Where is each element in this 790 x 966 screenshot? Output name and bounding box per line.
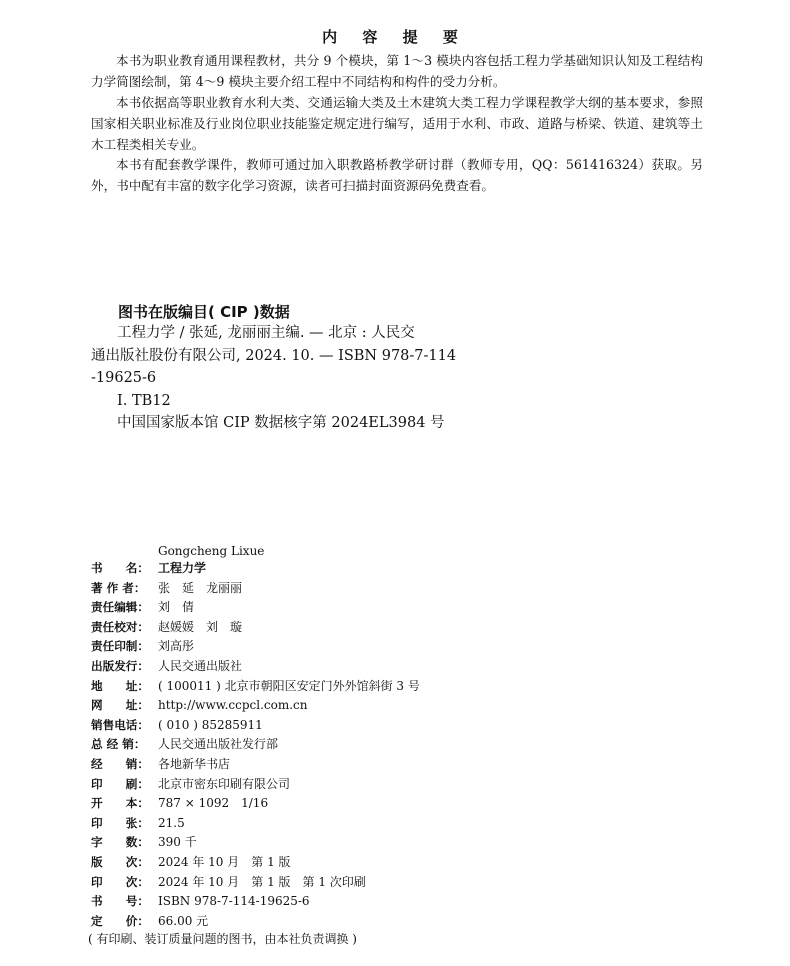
- info-label: 版 次：: [91, 854, 149, 869]
- cip-line-publisher: 通出版社股份有限公司, 2024. 10. — ISBN 978-7-114: [91, 347, 457, 364]
- info-value: 21.5: [158, 815, 185, 830]
- cip-line-isbn-tail: -19625-6: [91, 370, 157, 386]
- info-value: 2024 年 10 月 第 1 版 第 1 次印刷: [158, 874, 366, 889]
- info-row-printer: [91, 775, 420, 795]
- info-row-price: [91, 912, 420, 932]
- info-row-title: [91, 559, 420, 579]
- info-row-format: [91, 794, 420, 814]
- info-value: 2024 年 10 月 第 1 版: [158, 854, 291, 869]
- cip-line-record-number: 中国国家版本馆 CIP 数据核字第 2024EL3984 号: [117, 415, 445, 431]
- info-row-editor: [91, 598, 420, 618]
- summary-paragraph-1: 本书为职业教育通用课程教材，共分 9 个模块，第 1～3 模块内容包括工程力学基础知识认知及工程结构力学简图绘制，第 4～9 模块主要介绍工程中不同结构和构件的受力分析。: [91, 53, 703, 89]
- info-value: 人民交通出版社: [158, 658, 243, 673]
- cip-line-title: 工程力学 / 张延, 龙丽丽主编. — 北京 : 人民交: [117, 325, 415, 341]
- info-value: 人民交通出版社发行部: [158, 737, 279, 752]
- info-label: 出版发行：: [91, 658, 149, 673]
- info-label: 地 址：: [91, 678, 149, 693]
- info-label: 著 作 者：: [91, 580, 146, 595]
- info-row-general-distributor: [91, 735, 420, 755]
- info-label: 网 址：: [91, 698, 149, 713]
- info-label: 定 价：: [91, 913, 149, 928]
- info-label: 开 本：: [91, 796, 149, 811]
- info-row-proofreader: [91, 618, 420, 638]
- info-label: 责任编辑：: [91, 600, 149, 615]
- info-value: 刘 倩: [158, 600, 195, 615]
- info-value: ISBN 978-7-114-19625-6: [158, 894, 310, 909]
- info-label: 书 号：: [91, 894, 149, 909]
- info-row-author: [91, 579, 420, 599]
- info-row-sheets: [91, 814, 420, 834]
- info-value: 390 千: [158, 835, 197, 850]
- info-label: 书 名：: [91, 561, 149, 575]
- cip-heading: 图书在版编目( CIP )数据: [118, 303, 290, 321]
- info-value: 北京市密东印刷有限公司: [158, 776, 291, 791]
- info-label: 印 次：: [91, 874, 149, 889]
- info-row-address: [91, 677, 420, 697]
- summary-paragraph-2: 本书依据高等职业教育水利大类、交通运输大类及土木建筑大类工程力学课程教学大纲的基本要求，参照国家相关职业标准及行业岗位职业技能鉴定规定进行编写，适用于水利、市政、道路与桥梁、铁道、建筑等土木工程类相关专业。: [91, 95, 703, 152]
- info-value: 787 × 1092 1/16: [158, 796, 269, 811]
- info-value: 各地新华书店: [158, 756, 231, 771]
- info-row-printing: [91, 873, 420, 893]
- book-info-list: [91, 559, 420, 931]
- info-row-publisher: [91, 657, 420, 677]
- info-label: 销售电话：: [91, 717, 149, 732]
- info-value: 工程力学: [158, 561, 207, 575]
- info-value: 赵媛媛 刘 璇: [158, 619, 243, 634]
- info-value: 66.00 元: [158, 913, 209, 928]
- title-pinyin: Gongcheng Lixue: [158, 544, 265, 558]
- info-value: 张 延 龙丽丽: [158, 580, 243, 595]
- summary-title: 内 容 提 要: [322, 28, 468, 46]
- info-label: 经 销：: [91, 756, 149, 771]
- info-value: ( 100011 ) 北京市朝阳区安定门外外馆斜街 3 号: [158, 678, 420, 693]
- info-value: http://www.ccpcl.com.cn: [158, 698, 308, 713]
- info-label: 总 经 销：: [91, 737, 146, 752]
- info-value: ( 010 ) 85285911: [158, 717, 263, 732]
- info-row-isbn: [91, 892, 420, 912]
- info-label: 字 数：: [91, 835, 149, 850]
- info-label: 责任印制：: [91, 639, 149, 654]
- info-label: 印 张：: [91, 815, 149, 830]
- info-label: 印 刷：: [91, 776, 149, 791]
- info-row-word-count: [91, 833, 420, 853]
- info-row-edition: [91, 853, 420, 873]
- info-row-print-supervisor: [91, 637, 420, 657]
- info-label: 责任校对：: [91, 619, 149, 634]
- info-row-website: [91, 696, 420, 716]
- quality-footnote: ( 有印刷、装订质量问题的图书，由本社负责调换 ): [88, 932, 357, 946]
- summary-paragraph-3: 本书有配套教学课件，教师可通过加入职教路桥教学研讨群（教师专用，QQ：561416324）获取。另外，书中配有丰富的数字化学习资源，读者可扫描封面资源码免费查看。: [91, 157, 703, 193]
- info-value: 刘高彤: [158, 639, 195, 654]
- cip-line-classification: Ⅰ. TB12: [117, 392, 171, 409]
- info-row-sales-phone: [91, 716, 420, 736]
- info-row-distributor: [91, 755, 420, 775]
- cip-data-block: [91, 322, 466, 435]
